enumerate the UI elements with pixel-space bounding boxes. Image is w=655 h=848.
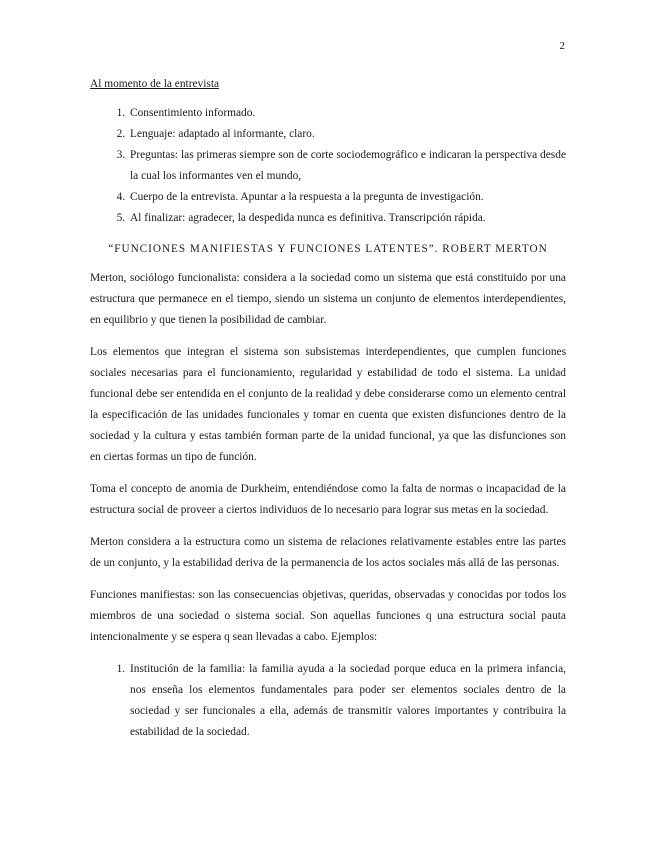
interview-steps-list — [90, 103, 566, 229]
paragraph-anomia: Toma el concepto de anomia de Durkheim, entendiéndose como la falta de normas o incapacidad de la estructura social de proveer a ciertos individuos de lo necesario para lograr sus metas en la sociedad. — [90, 483, 566, 516]
list-item: 3. Preguntas: las primeras siempre son de corte sociodemográfico e indicaran la perspectiva desde la cual los informantes ven el mundo, — [128, 145, 566, 187]
list-item: 2. Lenguaje: adaptado al informante, claro. — [128, 124, 566, 145]
page-number: 2 — [559, 40, 565, 52]
interview-heading: Al momento de la entrevista — [90, 78, 220, 90]
paragraph-manifest-functions: Funciones manifiestas: son las consecuencias objetivas, queridas, observadas y conocidas por todos los miembros de una sociedad o sistema social. Son aquellas funciones q una estructura social pauta intencionalmente y se espera q sean llevadas a cabo. Ejemplos: — [90, 589, 566, 643]
list-item: 4. Cuerpo de la entrevista. Apuntar a la respuesta a la pregunta de investigación. — [128, 187, 566, 208]
document-body — [90, 74, 566, 743]
section-title: “FUNCIONES MANIFIESTAS Y FUNCIONES LATENTES”. ROBERT MERTON — [108, 243, 548, 255]
paragraph-structure: Merton considera a la estructura como un sistema de relaciones relativamente estables entre las partes de un conjunto, y la estabilidad deriva de la permanencia de los actos sociales más allá de las personas. — [90, 536, 566, 569]
paragraph-subsystems: Los elementos que integran el sistema son subsistemas interdependientes, que cumplen funciones sociales necesarias para el funcionamiento, regularidad y estabilidad de todo el sistema. La unidad funcional debe ser entendida en el conjunto de la realidad y debe considerarse como un elemento central la especificación de las unidades funcionales y tomar en cuenta que existen disfunciones dentro de la sociedad y la cultura y estas también forman parte de la unidad funcional, ya que las disfunciones son en ciertas formas un tipo de función. — [90, 346, 566, 463]
paragraph-merton-intro: Merton, sociólogo funcionalista: considera a la sociedad como un sistema que está constituido por una estructura que permanece en el tiempo, siendo un sistema un conjunto de elementos interdependientes, en equilibrio y que tienen la posibilidad de cambiar. — [90, 272, 566, 326]
list-item: 1. Institución de la familia: la familia ayuda a la sociedad porque educa en la primera infancia, nos enseña los elementos fundamentales para poder ser elementos sociales dentro de la sociedad y ser funcionales a ella, además de transmitir valores importantes y contribuira la estabilidad de la sociedad. — [128, 659, 566, 743]
list-item: 5. Al finalizar: agradecer, la despedida nunca es definitiva. Transcripción rápida. — [128, 208, 566, 229]
examples-list — [90, 659, 566, 743]
list-item: 1. Consentimiento informado. — [128, 103, 566, 124]
